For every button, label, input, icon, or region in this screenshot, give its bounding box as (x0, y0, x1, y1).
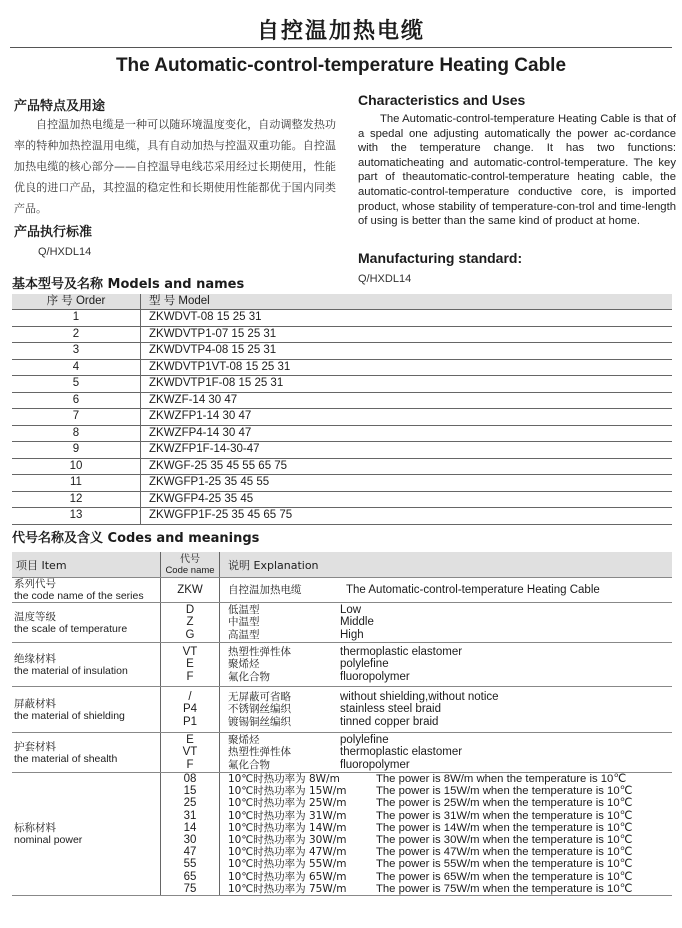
column-header-model: 型 号 Model (141, 294, 673, 310)
code-value: 55 (183, 858, 197, 871)
standard-heading-cn: 产品执行标准 (14, 225, 93, 240)
table-row (12, 733, 672, 773)
explanation-cn-line: 10℃时热功率为 30W/m (228, 834, 347, 847)
item-cell (12, 733, 161, 773)
explanation-cn-line: 10℃时热功率为 55W/m (228, 858, 347, 871)
model-cell: ZKWGFP1F-25 35 45 65 75 (141, 508, 673, 525)
code-value: D (185, 604, 195, 617)
table-row (12, 458, 672, 475)
explanation-cell (220, 687, 673, 733)
explanation-cn-line: 10℃时热功率为 25W/m (228, 797, 347, 810)
explanation-en-line: fluoropolymer (340, 670, 410, 683)
standard-heading-en: Manufacturing standard: (358, 250, 523, 266)
explanation-cn (228, 734, 340, 771)
order-cell: 2 (12, 326, 141, 343)
item-name-en: the code name of the series (14, 590, 144, 602)
code-value: 14 (183, 821, 197, 834)
item-cell (12, 578, 161, 603)
explanation-en-line: The power is 15W/m when the temperature is 10℃ (376, 785, 633, 798)
explanation-en-line: thermoplastic elastomer (340, 646, 463, 659)
explanation-cn (228, 646, 340, 683)
item-cell (12, 687, 161, 733)
column-header-code (161, 552, 220, 578)
explanation-cn-line: 聚烯烃 (228, 734, 260, 747)
explanation-en-line: fluoropolymer (340, 758, 410, 771)
item-name-cn: 屏蔽材料 (14, 697, 56, 710)
table-row (12, 687, 672, 733)
features-heading-cn: 产品特点及用途 (14, 99, 106, 114)
code-value: VT (182, 646, 198, 659)
table-row (12, 773, 672, 896)
model-cell: ZKWDVTP1-07 15 25 31 (141, 326, 673, 343)
code-cell (161, 733, 220, 773)
codes-heading: 代号名称及含义 Codes and meanings (12, 531, 260, 546)
code-cell (161, 643, 220, 687)
order-cell: 1 (12, 310, 141, 327)
explanation-en-line: thermoplastic elastomer (340, 746, 463, 759)
column-header-explanation: 说明 Explanation (220, 552, 673, 578)
model-cell: ZKWZFP4-14 30 47 (141, 425, 673, 442)
order-cell: 13 (12, 508, 141, 525)
explanation-cn-line: 10℃时热功率为 8W/m (228, 773, 340, 785)
order-cell: 7 (12, 409, 141, 426)
table-row (12, 475, 672, 492)
explanation-en-line: The power is 8W/m when the temperature is 10℃ (376, 773, 627, 785)
explanation-cn-line: 10℃时热功率为 31W/m (228, 809, 347, 822)
standard-value-cn: Q/HXDL14 (38, 246, 92, 258)
order-cell: 11 (12, 475, 141, 492)
page-title-en: The Automatic-control-temperature Heating Cable (115, 55, 567, 76)
table-row (12, 359, 672, 376)
model-cell: ZKWDVT-08 15 25 31 (141, 310, 673, 327)
explanation-en-line: The power is 31W/m when the temperature is 10℃ (376, 809, 633, 822)
item-name-en: nominal power (14, 834, 83, 847)
explanation-en-line: The power is 30W/m when the temperature is 10℃ (376, 834, 633, 847)
table-row (12, 603, 672, 643)
code-value: VT (182, 746, 198, 759)
explanation-en-line: Low (340, 604, 362, 617)
table-row (12, 392, 672, 409)
table-row (12, 343, 672, 360)
codes-table (12, 552, 672, 896)
explanation-cell (220, 578, 673, 603)
order-cell: 5 (12, 376, 141, 393)
order-cell: 8 (12, 425, 141, 442)
model-cell: ZKWDVTP1VT-08 15 25 31 (141, 359, 673, 376)
explanation-cn-line: 低温型 (228, 604, 260, 617)
model-cell: ZKWZFP1F-14-30-47 (141, 442, 673, 459)
explanation-en (340, 604, 374, 641)
explanation-en-line: The power is 75W/m when the temperature is 10℃ (376, 882, 633, 895)
code-value: F (186, 670, 194, 683)
explanation-cn (228, 584, 346, 596)
table-row (12, 508, 672, 525)
order-cell: 10 (12, 458, 141, 475)
code-value: P1 (182, 715, 198, 728)
explanation-en-line: tinned copper braid (340, 715, 439, 728)
explanation-lines (228, 691, 672, 728)
table-row (12, 425, 672, 442)
code-value: 31 (183, 809, 197, 822)
explanation-cn-line: 氟化合物 (228, 670, 270, 683)
explanation-cell (220, 773, 673, 896)
explanation-en (346, 584, 600, 596)
explanation-en-line: The power is 14W/m when the temperature is 10℃ (376, 821, 633, 834)
explanation-en-line: High (340, 628, 364, 641)
code-value: 25 (183, 797, 197, 810)
order-cell: 9 (12, 442, 141, 459)
code-cell (161, 687, 220, 733)
explanation-cn-line: 中温型 (228, 616, 260, 629)
explanation-en (340, 691, 499, 728)
models-table (12, 294, 672, 525)
model-cell: ZKWGFP1-25 35 45 55 (141, 475, 673, 492)
code-cell (161, 578, 220, 603)
table-row (12, 376, 672, 393)
item-name-en: the material of shielding (14, 709, 125, 722)
code-value: G (185, 628, 195, 641)
column-header-item: 项目 Item (12, 552, 161, 578)
item-name-en: the scale of temperature (14, 622, 128, 635)
explanation-cell (220, 603, 673, 643)
explanation-lines (228, 734, 672, 771)
explanation-en (340, 734, 462, 771)
explanation-en-line: The Automatic-control-temperature Heating Cable (346, 583, 600, 596)
explanation-en (340, 646, 462, 683)
item-name-cn: 绝缘材料 (14, 652, 56, 665)
item-cell (12, 643, 161, 687)
item-name-en: the material of shealth (14, 752, 118, 765)
explanation-en-line: Middle (340, 616, 374, 629)
explanation-cn-line: 聚烯烃 (228, 658, 260, 671)
item-name-en: the material of insulation (14, 664, 128, 677)
explanation-cn (228, 773, 376, 895)
explanation-cn-line: 热塑性弹性体 (228, 646, 291, 659)
explanation-cn-line: 不锈钢丝编织 (228, 703, 291, 716)
explanation-en (376, 773, 632, 895)
code-value: 65 (183, 870, 197, 883)
explanation-en-line: The power is 47W/m when the temperature is 10℃ (376, 846, 633, 859)
table-row (12, 326, 672, 343)
explanation-cn-line: 氟化合物 (228, 758, 270, 771)
item-cell (12, 773, 161, 896)
table-row (12, 409, 672, 426)
explanation-cn-line: 高温型 (228, 628, 260, 641)
code-value: E (186, 734, 194, 747)
explanation-cn (228, 691, 340, 728)
model-cell: ZKWZFP1-14 30 47 (141, 409, 673, 426)
item-cell (12, 603, 161, 643)
order-cell: 12 (12, 491, 141, 508)
table-row (12, 491, 672, 508)
explanation-cn-line: 10℃时热功率为 47W/m (228, 846, 347, 859)
explanation-en-line: polylefine (340, 734, 389, 747)
explanation-cn-line: 10℃时热功率为 14W/m (228, 821, 347, 834)
explanation-lines (228, 604, 672, 641)
explanation-en-line: polylefine (340, 658, 389, 671)
code-value: E (186, 658, 194, 671)
code-value: ZKW (177, 583, 203, 596)
explanation-cn-line: 10℃时热功率为 15W/m (228, 785, 347, 798)
standard-value-en: Q/HXDL14 (358, 273, 412, 285)
model-cell: ZKWZF-14 30 47 (141, 392, 673, 409)
models-heading: 基本型号及名称 Models and names (12, 277, 245, 292)
code-value: Z (186, 616, 194, 629)
codes-header-row (12, 552, 672, 578)
item-name-cn: 护套材料 (14, 740, 56, 753)
explanation-en-line: The power is 55W/m when the temperature is 10℃ (376, 858, 633, 871)
explanation-lines (228, 773, 672, 895)
column-header-order: 序 号 Order (12, 294, 141, 310)
explanation-en-line: without shielding,without notice (340, 691, 499, 704)
explanation-cn (228, 604, 340, 641)
code-value: 47 (183, 846, 197, 859)
order-cell: 6 (12, 392, 141, 409)
table-row (12, 310, 672, 327)
item-name-cn: 标称材料 (14, 822, 56, 835)
code-value: 08 (183, 773, 197, 785)
model-cell: ZKWDVTP1F-08 15 25 31 (141, 376, 673, 393)
code-cell (161, 773, 220, 896)
item-name-cn: 系列代号 (14, 578, 56, 590)
order-cell: 3 (12, 343, 141, 360)
explanation-lines (228, 646, 672, 683)
table-row (12, 643, 672, 687)
item-name-cn: 温度等级 (14, 610, 56, 623)
explanation-lines (228, 584, 672, 596)
explanation-cn-line: 热塑性弹性体 (228, 746, 291, 759)
model-cell: ZKWGFP4-25 35 45 (141, 491, 673, 508)
explanation-en-line: The power is 65W/m when the temperature is 10℃ (376, 870, 633, 883)
model-cell: ZKWGF-25 35 45 55 65 75 (141, 458, 673, 475)
code-value: 30 (183, 834, 197, 847)
explanation-cn-line: 镀锡铜丝编织 (228, 715, 291, 728)
model-cell: ZKWDVTP4-08 15 25 31 (141, 343, 673, 360)
code-value: 15 (183, 785, 197, 798)
column-header-code-cn: 代号 (180, 553, 200, 565)
explanation-en-line: The power is 25W/m when the temperature is 10℃ (376, 797, 633, 810)
code-value: F (186, 758, 194, 771)
page-title-cn: 自控温加热电缆 (256, 19, 425, 44)
order-cell: 4 (12, 359, 141, 376)
explanation-cell (220, 643, 673, 687)
features-paragraph-en: The Automatic-control-temperature Heating Cable is that of a spedal one adjusting automatically the power ac-cordance with the temperature change. It has two functions: automaticheating and automatic-control-temperature. The key part of theautomatic-control-temperature heating cable, the automatic-control-temperature conductive core, is imported product, whose stability of temperature-con-trol and time-length of using is better than the same kind of product at home. (358, 113, 676, 228)
explanation-en-line: stainless steel braid (340, 703, 441, 716)
code-value: P4 (182, 703, 198, 716)
code-cell (161, 603, 220, 643)
features-paragraph-cn: 自控温加热电缆是一种可以随环境温度变化，自动调整发热功率的特种加热控温用电缆，具有自动加热与控温双重功能。自控温加热电缆的核心部分——自控温导电线芯采用经过长期使用，性能优良的进口产品，其控温的稳定性和长期使用性能都优于国内同类产品。 (14, 118, 336, 215)
explanation-cn-line: 自控温加热电缆 (228, 583, 302, 596)
code-value: / (188, 691, 192, 704)
code-value: 75 (183, 882, 197, 895)
features-heading-en: Characteristics and Uses (358, 92, 526, 108)
table-row (12, 578, 672, 603)
explanation-cn-line: 10℃时热功率为 75W/m (228, 882, 347, 895)
explanation-cn-line: 10℃时热功率为 65W/m (228, 870, 347, 883)
models-header-row (12, 294, 672, 310)
column-header-code-en: Code name (165, 564, 215, 576)
explanation-cn-line: 无屏蔽可省略 (228, 691, 291, 704)
table-row (12, 442, 672, 459)
title-divider (10, 47, 672, 48)
explanation-cell (220, 733, 673, 773)
